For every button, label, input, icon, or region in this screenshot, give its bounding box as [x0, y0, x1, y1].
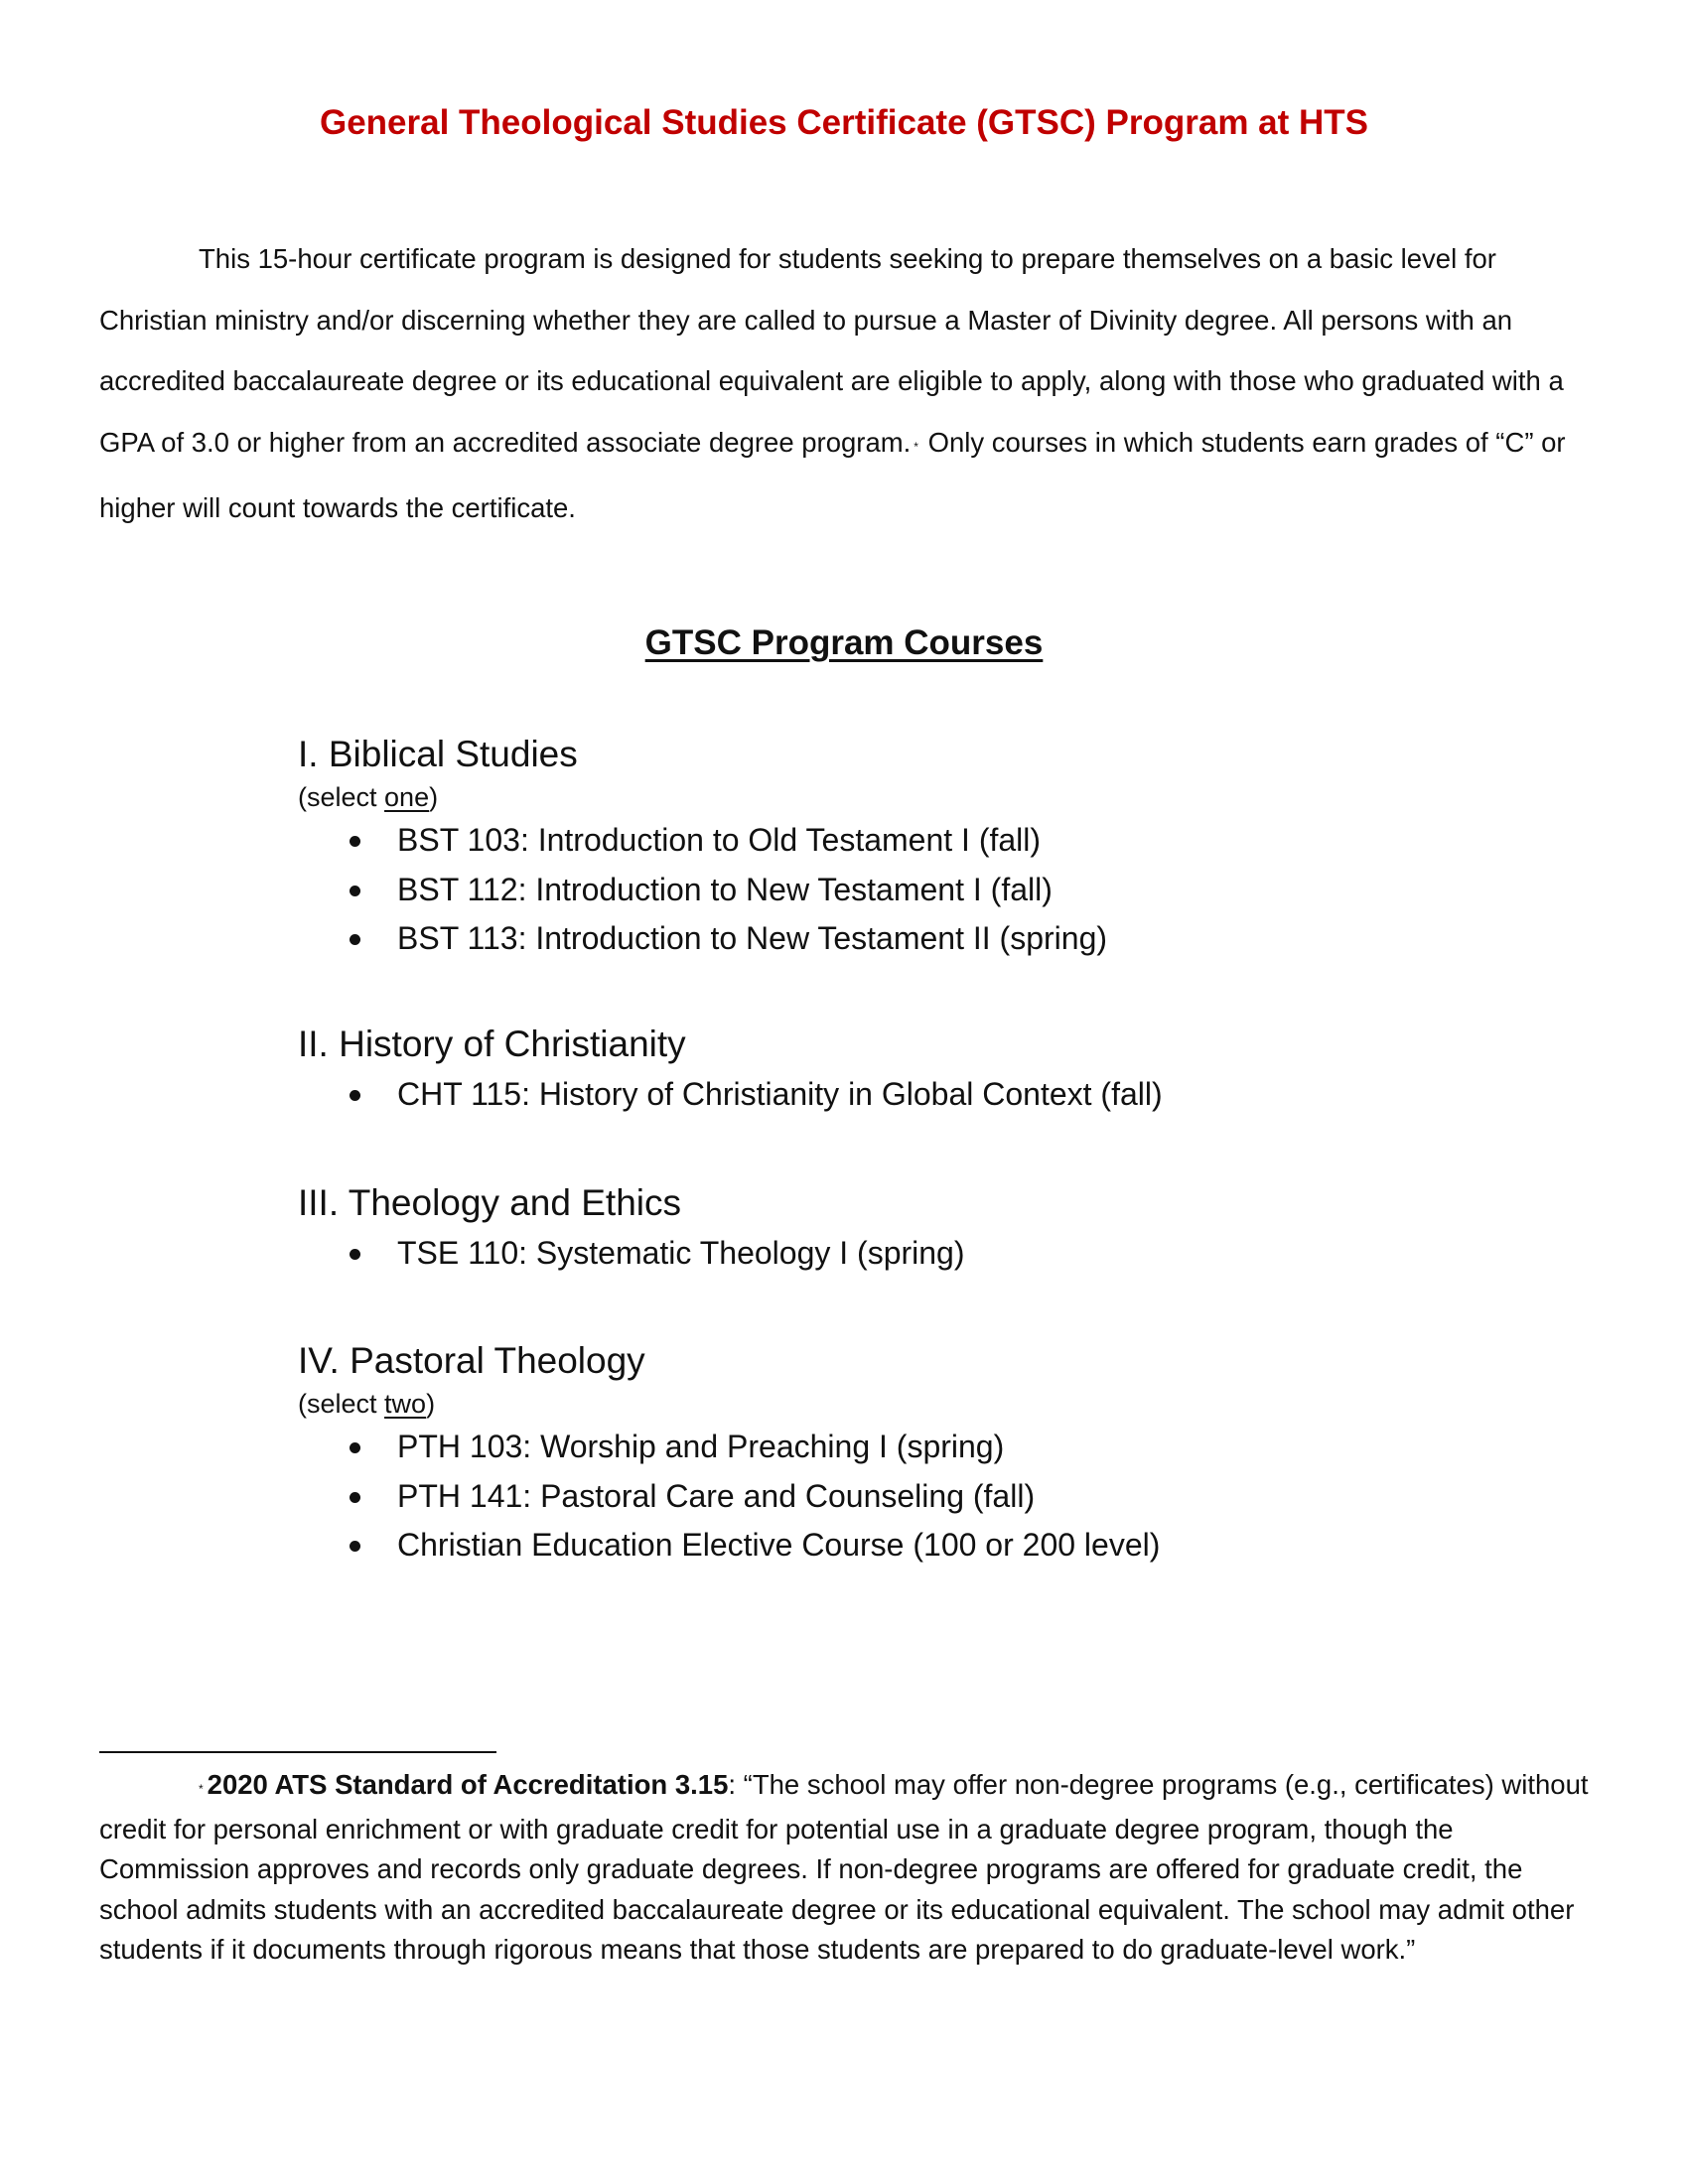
course-item: [298, 816, 1489, 866]
section-title: IV. Pastoral Theology: [298, 1340, 645, 1381]
bullet-icon: [350, 836, 360, 847]
course-item: [298, 1070, 1489, 1120]
intro-text-part2: Only courses in which students earn grades of “C” or higher will count towards the certificate.: [99, 426, 1566, 523]
select-prefix: (select: [298, 1389, 385, 1419]
course-label: PTH 141: Pastoral Care and Counseling (fall): [397, 1477, 1036, 1514]
document-title: General Theological Studies Certificate (GTSC) Program at HTS: [319, 103, 1369, 142]
course-label: PTH 103: Worship and Preaching I (spring): [397, 1429, 1005, 1464]
footnote-label: 2020 ATS Standard of Accreditation 3.15: [207, 1769, 729, 1800]
course-label: Christian Education Elective Course (100 or 200 level): [397, 1527, 1161, 1563]
course-item: [298, 1521, 1489, 1570]
courses-heading: GTSC Program Courses: [644, 623, 1044, 662]
course-item: [298, 866, 1489, 915]
footnote-text: : “The school may offer non-degree programs (e.g., certificates) without credit for personal enrichment or with graduate credit for potential use in a graduate degree program, though the Commission approves and records only graduate degrees. If non-degree programs are offered for graduate credit, the school admits students with an accredited baccalaureate degree or its educational equivalent. The school may admit other students if it documents through rigorous means that those students are prepared to do graduate-level work.”: [99, 1769, 1589, 1965]
select-suffix: ): [426, 1389, 436, 1419]
intro-paragraph: [99, 228, 1589, 539]
section-pastoral-theology: [298, 1337, 1489, 1570]
select-suffix: ): [429, 782, 439, 812]
course-list: [298, 816, 1489, 964]
section-history-of-christianity: [298, 1021, 1489, 1120]
bullet-icon: [350, 1442, 360, 1453]
select-prefix: (select: [298, 782, 385, 812]
course-label: TSE 110: Systematic Theology I (spring): [397, 1235, 965, 1271]
course-label: BST 103: Introduction to Old Testament I (fall): [397, 822, 1042, 858]
course-item: [298, 1472, 1489, 1522]
bullet-icon: [350, 1090, 360, 1101]
course-item: [298, 1229, 1489, 1279]
section-biblical-studies: [298, 731, 1489, 964]
footnote: [99, 1765, 1589, 1971]
bullet-icon: [350, 1249, 360, 1260]
select-count: one: [384, 782, 430, 812]
section-title: I. Biblical Studies: [298, 734, 578, 774]
course-label: CHT 115: History of Christianity in Global Context (fall): [397, 1076, 1163, 1112]
course-label: BST 113: Introduction to New Testament II (spring): [397, 920, 1108, 956]
select-note: [298, 780, 1489, 814]
footnote-separator: [99, 1751, 496, 1753]
footnote-marker: *: [199, 1782, 204, 1796]
course-item: [298, 1423, 1489, 1472]
select-count: two: [384, 1389, 427, 1419]
section-theology-and-ethics: [298, 1179, 1489, 1279]
course-item: [298, 914, 1489, 964]
bullet-icon: [350, 886, 360, 896]
select-note: [298, 1387, 1489, 1421]
intro-text-part1: This 15-hour certificate program is designed for students seeking to prepare themselves on a basic level for Christian ministry and/or discerning whether they are called to pursue a Master of Divinity degree. All persons with an accredited baccalaureate degree or its educational equivalent are eligible to apply, along with those who graduated with a GPA of 3.0 or higher from an accredited associate degree program.: [99, 243, 1564, 458]
section-title: III. Theology and Ethics: [298, 1182, 681, 1223]
course-label: BST 112: Introduction to New Testament I (fall): [397, 871, 1053, 907]
bullet-icon: [350, 1541, 360, 1552]
footnote-reference[interactable]: *: [914, 439, 918, 454]
course-list: [298, 1229, 1489, 1279]
course-list: [298, 1423, 1489, 1570]
bullet-icon: [350, 1492, 360, 1503]
section-title: II. History of Christianity: [298, 1024, 686, 1064]
bullet-icon: [350, 934, 360, 945]
course-list: [298, 1070, 1489, 1120]
